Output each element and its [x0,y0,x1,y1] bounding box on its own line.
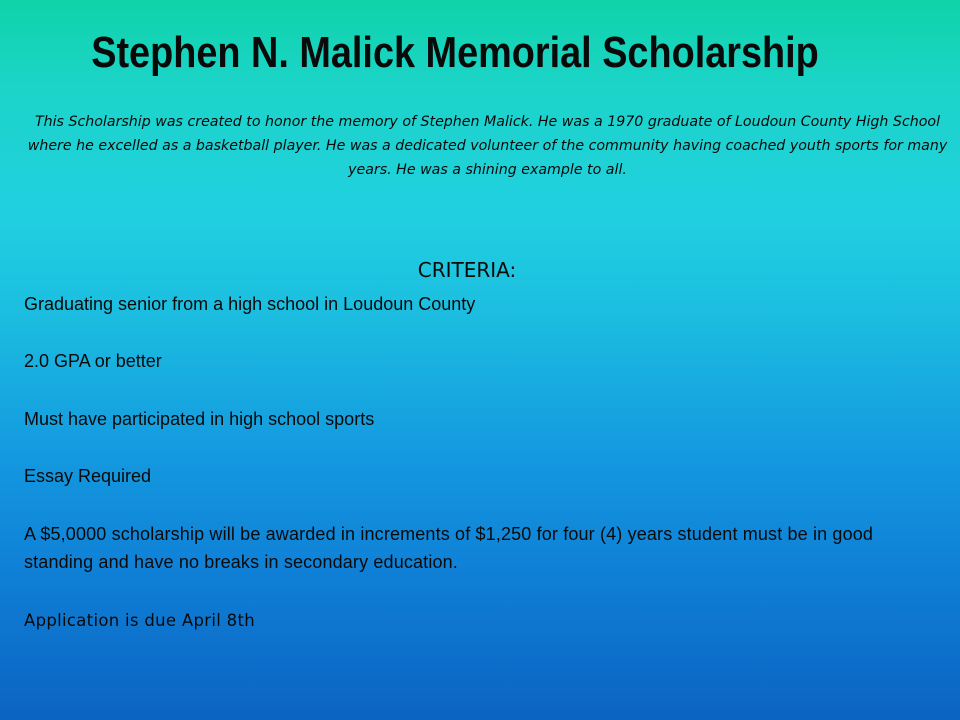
criteria-item-award: A $5,0000 scholarship will be awarded in increments of $1,250 for four (4) years student must be in good standing and have no breaks in secondary education. [24,524,874,572]
criteria-item-gpa: 2.0 GPA or better [24,351,162,371]
criteria-item-residency: Graduating senior from a high school in Loudoun County [24,294,476,314]
criteria-heading: CRITERIA: [417,258,517,282]
intro-paragraph: This Scholarship was created to honor the memory of Stephen Malick. He was a 1970 graduate of Loudoun County High School where he excelled as a basketball player. He was a dedicated volunteer of the community having coached youth sports for many years. He was a shining example to all. [27,114,948,178]
application-due-note: Application is due April 8th [24,611,255,630]
page-title: Stephen N. Malick Memorial Scholarship [91,28,819,77]
criteria-item-essay: Essay Required [24,466,152,486]
criteria-item-sports: Must have participated in high school sports [24,409,375,429]
